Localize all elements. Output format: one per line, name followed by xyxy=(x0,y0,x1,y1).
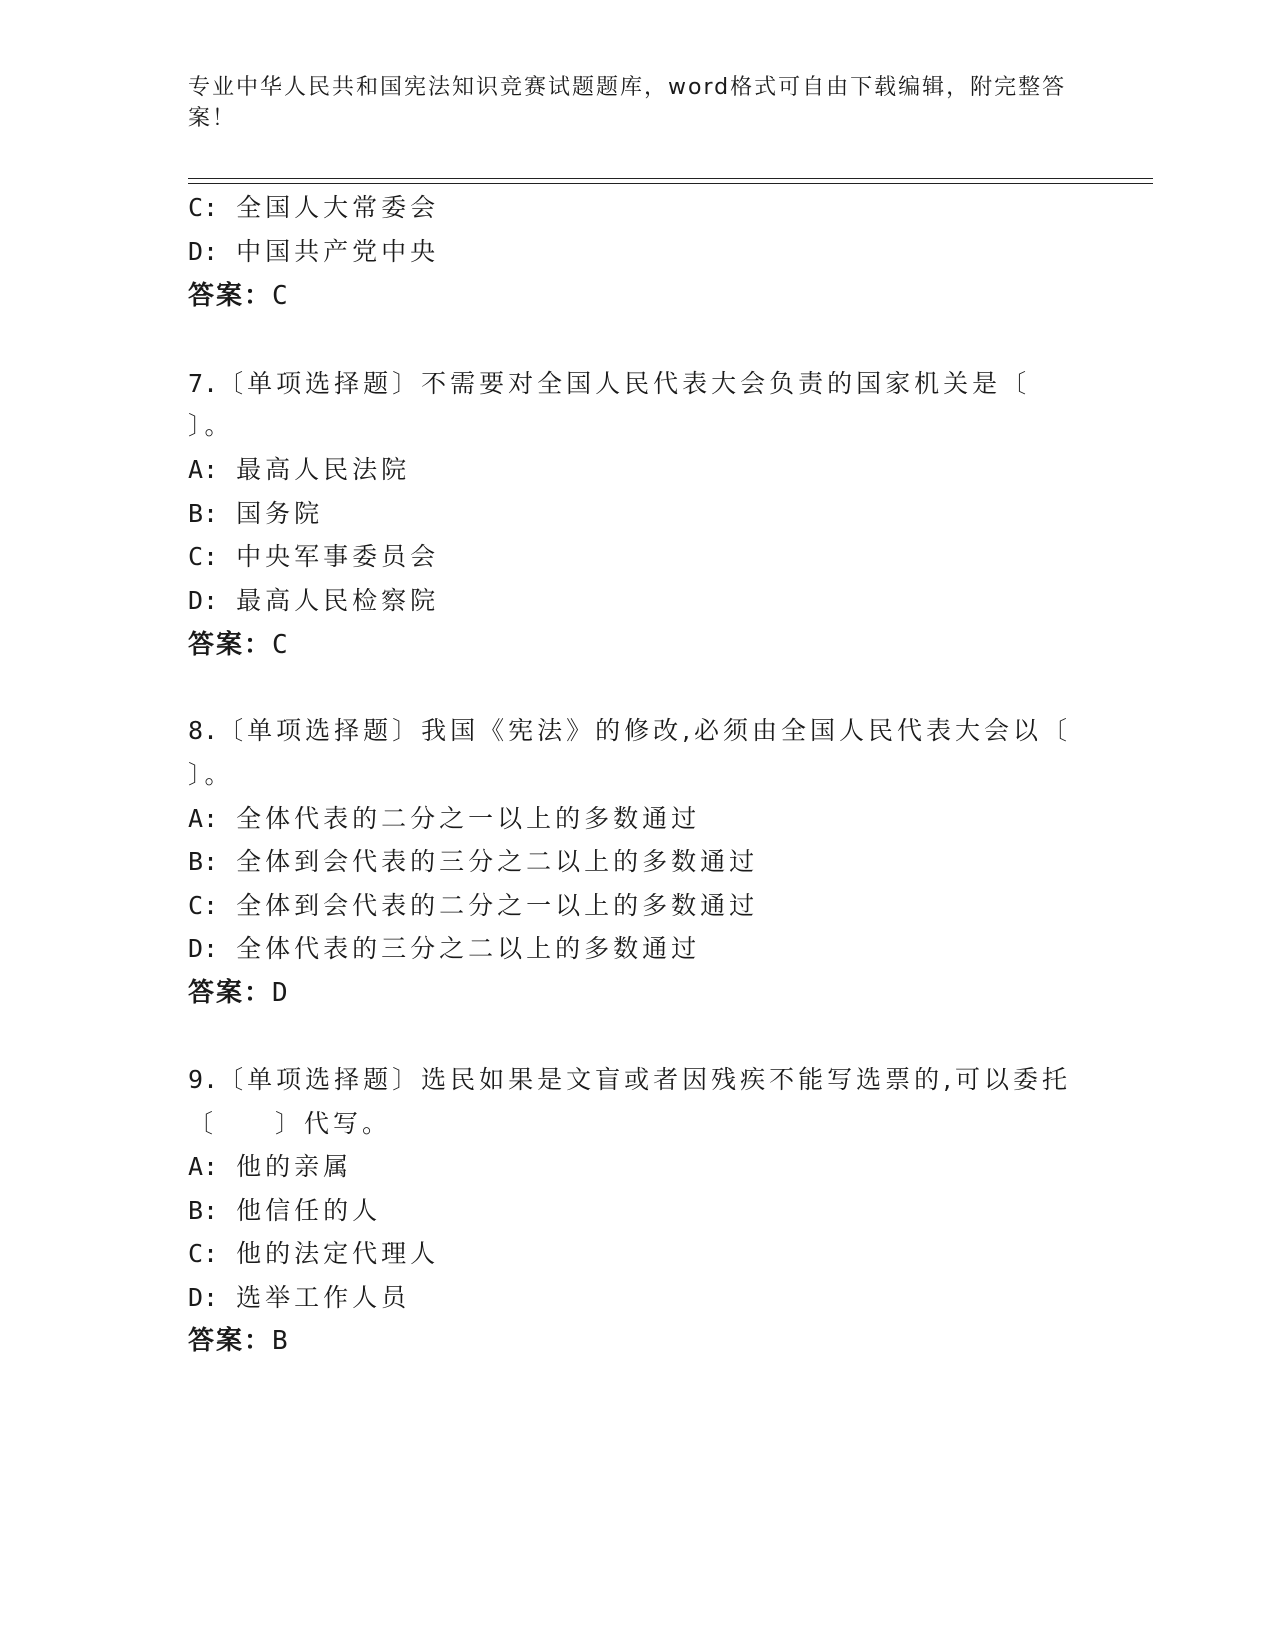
option-text: 中央军事委员会 xyxy=(236,542,440,571)
question-9-answer xyxy=(188,1326,290,1356)
option-key: B: xyxy=(188,1196,219,1225)
header-divider-top xyxy=(188,178,1153,179)
question-number: 8. xyxy=(188,716,219,745)
question-7-stem xyxy=(188,369,1030,399)
option-text: 中国共产党中央 xyxy=(236,237,440,266)
question-number: 9. xyxy=(188,1065,219,1094)
question-9-option-b xyxy=(188,1196,381,1226)
option-key: B: xyxy=(188,847,219,876)
question-number: 7. xyxy=(188,369,219,398)
answer-value: B xyxy=(272,1326,290,1356)
question-8-option-c xyxy=(188,891,758,921)
prev-answer xyxy=(188,281,290,311)
option-key: D: xyxy=(188,934,219,963)
option-key: C: xyxy=(188,542,219,571)
question-7-option-d xyxy=(188,586,439,616)
question-9-option-a xyxy=(188,1152,352,1182)
answer-value: C xyxy=(272,281,290,311)
answer-label: 答案： xyxy=(188,978,273,1008)
question-7-option-c xyxy=(188,542,439,572)
prev-option-d xyxy=(188,237,439,267)
option-key: A: xyxy=(188,804,219,833)
answer-value: D xyxy=(272,978,290,1008)
answer-label: 答案： xyxy=(188,630,273,660)
option-text: 全体代表的二分之一以上的多数通过 xyxy=(236,804,701,833)
option-text: 国务院 xyxy=(236,499,324,528)
question-9-option-d xyxy=(188,1283,410,1313)
option-text: 最高人民法院 xyxy=(236,455,411,484)
document-header: 专业中华人民共和国宪法知识竞赛试题题库，word格式可自由下载编辑，附完整答案！ xyxy=(188,75,1067,131)
option-key: D: xyxy=(188,586,219,615)
option-key: A: xyxy=(188,1152,219,1181)
question-text: 〔单项选择题〕选民如果是文盲或者因残疾不能写选票的,可以委托 xyxy=(218,1065,1072,1094)
question-9-stem-cont: 〔 〕代写。 xyxy=(188,1109,392,1138)
option-text: 选举工作人员 xyxy=(236,1283,411,1312)
question-text: 〔单项选择题〕不需要对全国人民代表大会负责的国家机关是〔 xyxy=(218,369,1031,398)
option-key: C: xyxy=(188,1239,219,1268)
prev-option-c xyxy=(188,193,439,223)
question-7-stem-cont: 〕。 xyxy=(188,411,234,440)
question-8-stem-cont: 〕。 xyxy=(188,760,234,789)
option-text: 全体到会代表的二分之一以上的多数通过 xyxy=(236,891,759,920)
answer-label: 答案： xyxy=(188,281,273,311)
option-text: 他信任的人 xyxy=(236,1196,382,1225)
question-9-option-c xyxy=(188,1239,439,1269)
question-8-stem xyxy=(188,716,1071,746)
option-key: C: xyxy=(188,891,219,920)
question-7-option-b xyxy=(188,499,323,529)
question-8-answer xyxy=(188,978,290,1008)
question-text: 〔单项选择题〕我国《宪法》的修改,必须由全国人民代表大会以〔 xyxy=(218,716,1072,745)
header-divider-bottom xyxy=(188,183,1153,184)
option-text: 最高人民检察院 xyxy=(236,586,440,615)
question-8-option-b xyxy=(188,847,758,877)
question-7-option-a xyxy=(188,455,410,485)
question-8-option-d xyxy=(188,934,700,964)
option-key: A: xyxy=(188,455,219,484)
option-text: 全体代表的三分之二以上的多数通过 xyxy=(236,934,701,963)
option-key: B: xyxy=(188,499,219,528)
option-text: 他的亲属 xyxy=(236,1152,353,1181)
question-8-option-a xyxy=(188,804,700,834)
option-text: 全体到会代表的三分之二以上的多数通过 xyxy=(236,847,759,876)
answer-label: 答案： xyxy=(188,1326,273,1356)
question-7-answer xyxy=(188,630,290,660)
option-text: 全国人大常委会 xyxy=(236,193,440,222)
option-key: C: xyxy=(188,193,219,222)
option-key: D: xyxy=(188,1283,219,1312)
answer-value: C xyxy=(272,630,290,660)
option-key: D: xyxy=(188,237,219,266)
option-text: 他的法定代理人 xyxy=(236,1239,440,1268)
question-9-stem xyxy=(188,1065,1071,1095)
